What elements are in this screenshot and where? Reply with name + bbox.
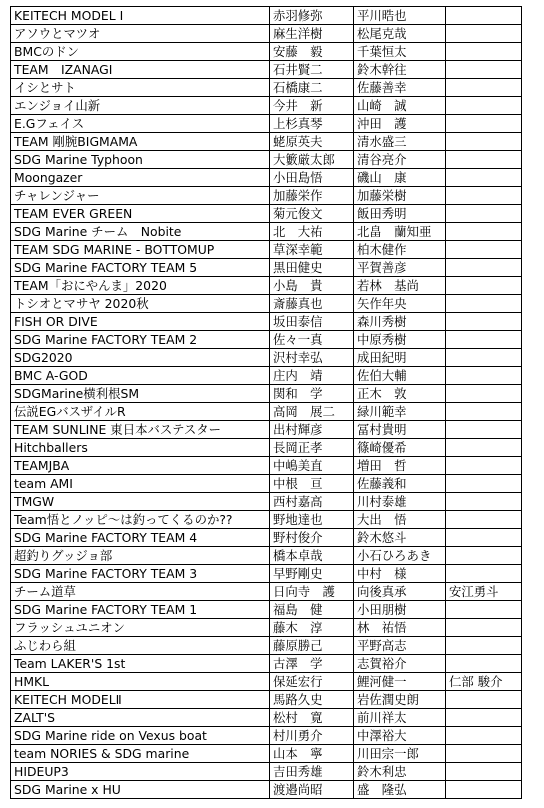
angler-3-cell	[446, 493, 522, 511]
table-row	[11, 7, 522, 25]
table-row	[11, 349, 522, 367]
angler-3-cell	[446, 133, 522, 151]
team-name-cell: Team LAKER'S 1st	[11, 655, 270, 673]
angler-1-cell: 佐々一真	[270, 331, 354, 349]
angler-2-cell: 中原秀樹	[354, 331, 446, 349]
angler-3-cell	[446, 763, 522, 781]
team-name-cell: TEAM「おにやんま」2020	[11, 277, 270, 295]
angler-2-cell: 清谷亮介	[354, 151, 446, 169]
angler-2-cell: 千葉恒太	[354, 43, 446, 61]
angler-1-cell: 高岡 展二	[270, 403, 354, 421]
angler-2-cell: 加藤栄樹	[354, 187, 446, 205]
team-name-cell: ふじわら組	[11, 637, 270, 655]
angler-3-cell	[446, 619, 522, 637]
angler-3-cell	[446, 403, 522, 421]
table-row	[11, 97, 522, 115]
table-row	[11, 25, 522, 43]
angler-2-cell: 川田宗一郎	[354, 745, 446, 763]
table-row	[11, 151, 522, 169]
angler-3-cell	[446, 457, 522, 475]
table-row	[11, 331, 522, 349]
table-row	[11, 763, 522, 781]
angler-1-cell: 中根 亘	[270, 475, 354, 493]
angler-2-cell: 佐藤善幸	[354, 79, 446, 97]
angler-2-cell: 佐伯大輔	[354, 367, 446, 385]
team-name-cell: SDG Marine FACTORY TEAM 4	[11, 529, 270, 547]
angler-3-cell	[446, 691, 522, 709]
table-row	[11, 655, 522, 673]
angler-2-cell: 平賀善彦	[354, 259, 446, 277]
angler-1-cell: 古澤 学	[270, 655, 354, 673]
team-name-cell: Moongazer	[11, 169, 270, 187]
angler-2-cell: 志賀裕介	[354, 655, 446, 673]
angler-3-cell	[446, 331, 522, 349]
roster-table	[10, 6, 522, 799]
angler-1-cell: 小田島悟	[270, 169, 354, 187]
table-row	[11, 241, 522, 259]
angler-3-cell	[446, 43, 522, 61]
angler-2-cell: 冨村貴明	[354, 421, 446, 439]
angler-3-cell	[446, 277, 522, 295]
table-row	[11, 61, 522, 79]
team-name-cell: SDG Marine FACTORY TEAM 3	[11, 565, 270, 583]
angler-3-cell	[446, 727, 522, 745]
angler-1-cell: 庄内 靖	[270, 367, 354, 385]
angler-1-cell: 草深幸範	[270, 241, 354, 259]
team-name-cell: イシとサト	[11, 79, 270, 97]
angler-2-cell: 中澤裕大	[354, 727, 446, 745]
angler-3-cell	[446, 565, 522, 583]
angler-1-cell: 村川勇介	[270, 727, 354, 745]
angler-2-cell: 北畠 蘭知亜	[354, 223, 446, 241]
angler-3-cell	[446, 349, 522, 367]
table-row	[11, 403, 522, 421]
angler-2-cell: 佐藤義和	[354, 475, 446, 493]
team-name-cell: ZALT'S	[11, 709, 270, 727]
angler-2-cell: 成田紀明	[354, 349, 446, 367]
team-name-cell: TMGW	[11, 493, 270, 511]
team-name-cell: アソウとマツオ	[11, 25, 270, 43]
team-name-cell: SDG Marine x HU	[11, 781, 270, 799]
angler-2-cell: 山崎 誠	[354, 97, 446, 115]
team-name-cell: team AMI	[11, 475, 270, 493]
angler-1-cell: 北 大祐	[270, 223, 354, 241]
angler-1-cell: 加藤栄作	[270, 187, 354, 205]
table-row	[11, 313, 522, 331]
angler-1-cell: 福島 健	[270, 601, 354, 619]
table-row	[11, 277, 522, 295]
angler-2-cell: 清水盛三	[354, 133, 446, 151]
angler-1-cell: 橋本卓哉	[270, 547, 354, 565]
team-name-cell: HIDEUP3	[11, 763, 270, 781]
angler-1-cell: 吉田秀雄	[270, 763, 354, 781]
angler-3-cell	[446, 385, 522, 403]
angler-2-cell: 正木 敦	[354, 385, 446, 403]
angler-3-cell	[446, 61, 522, 79]
team-name-cell: TEAM SDG MARINE - BOTTOMUP	[11, 241, 270, 259]
angler-1-cell: 長岡正孝	[270, 439, 354, 457]
angler-2-cell: 鈴木幹往	[354, 61, 446, 79]
table-row	[11, 565, 522, 583]
angler-3-cell	[446, 169, 522, 187]
table-row	[11, 745, 522, 763]
angler-1-cell: 渡邉尚昭	[270, 781, 354, 799]
angler-1-cell: 関和 学	[270, 385, 354, 403]
angler-3-cell	[446, 187, 522, 205]
angler-2-cell: 柏木健作	[354, 241, 446, 259]
table-row	[11, 421, 522, 439]
angler-1-cell: 山本 寧	[270, 745, 354, 763]
angler-2-cell: 沖田 護	[354, 115, 446, 133]
table-row	[11, 475, 522, 493]
team-name-cell: SDG Marine FACTORY TEAM 5	[11, 259, 270, 277]
angler-3-cell	[446, 97, 522, 115]
angler-3-cell	[446, 25, 522, 43]
angler-2-cell: 鈴木悠斗	[354, 529, 446, 547]
team-name-cell: フラッシュユニオン	[11, 619, 270, 637]
angler-1-cell: 松村 寛	[270, 709, 354, 727]
table-row	[11, 619, 522, 637]
angler-1-cell: 早野剛史	[270, 565, 354, 583]
angler-1-cell: 蛯原英夫	[270, 133, 354, 151]
angler-3-cell	[446, 205, 522, 223]
table-row	[11, 133, 522, 151]
angler-3-cell	[446, 655, 522, 673]
team-name-cell: SDG2020	[11, 349, 270, 367]
angler-1-cell: 大籔厳太郎	[270, 151, 354, 169]
team-name-cell: FISH OR DIVE	[11, 313, 270, 331]
angler-3-cell	[446, 781, 522, 799]
angler-1-cell: 野地達也	[270, 511, 354, 529]
angler-1-cell: 麻生洋樹	[270, 25, 354, 43]
angler-2-cell: 川村泰雄	[354, 493, 446, 511]
angler-3-cell	[446, 547, 522, 565]
table-row	[11, 43, 522, 61]
table-row	[11, 295, 522, 313]
table-row	[11, 547, 522, 565]
angler-2-cell: 前川祥太	[354, 709, 446, 727]
angler-2-cell: 向後真承	[354, 583, 446, 601]
angler-1-cell: 野村俊介	[270, 529, 354, 547]
table-row	[11, 223, 522, 241]
angler-2-cell: 平野高志	[354, 637, 446, 655]
table-row	[11, 493, 522, 511]
angler-1-cell: 保延宏行	[270, 673, 354, 691]
angler-3-cell	[446, 529, 522, 547]
table-row	[11, 583, 522, 601]
team-name-cell: SDGMarine横利根SM	[11, 385, 270, 403]
table-row	[11, 439, 522, 457]
angler-2-cell: 小石ひろあき	[354, 547, 446, 565]
team-name-cell: SDG Marine FACTORY TEAM 1	[11, 601, 270, 619]
angler-2-cell: 飯田秀明	[354, 205, 446, 223]
angler-3-cell	[446, 313, 522, 331]
angler-3-cell	[446, 511, 522, 529]
angler-1-cell: 石橋康二	[270, 79, 354, 97]
angler-1-cell: 馬路久史	[270, 691, 354, 709]
angler-1-cell: 安藤 毅	[270, 43, 354, 61]
angler-1-cell: 斎藤真也	[270, 295, 354, 313]
angler-2-cell: 盛 隆弘	[354, 781, 446, 799]
table-row	[11, 601, 522, 619]
team-name-cell: team NORIES & SDG marine	[11, 745, 270, 763]
team-name-cell: SDG Marine FACTORY TEAM 2	[11, 331, 270, 349]
team-name-cell: HMKL	[11, 673, 270, 691]
angler-2-cell: 小田朋樹	[354, 601, 446, 619]
table-row	[11, 205, 522, 223]
angler-2-cell: 大出 悟	[354, 511, 446, 529]
table-row	[11, 79, 522, 97]
angler-1-cell: 赤羽修弥	[270, 7, 354, 25]
angler-1-cell: 藤木 淳	[270, 619, 354, 637]
team-name-cell: チャレンジャー	[11, 187, 270, 205]
angler-3-cell	[446, 259, 522, 277]
angler-2-cell: 若林 基尚	[354, 277, 446, 295]
angler-2-cell: 平川晧也	[354, 7, 446, 25]
angler-2-cell: 松尾克哉	[354, 25, 446, 43]
angler-2-cell: 増田 哲	[354, 457, 446, 475]
angler-2-cell: 鯉河健一	[354, 673, 446, 691]
angler-1-cell: 菊元俊文	[270, 205, 354, 223]
angler-1-cell: 石井賢二	[270, 61, 354, 79]
angler-1-cell: 西村嘉高	[270, 493, 354, 511]
table-row	[11, 529, 522, 547]
angler-2-cell: 岩佐潤史朗	[354, 691, 446, 709]
team-name-cell: BMCのドン	[11, 43, 270, 61]
angler-3-cell	[446, 241, 522, 259]
team-name-cell: TEAM 剛腕BIGMAMA	[11, 133, 270, 151]
roster-body	[11, 7, 522, 799]
angler-1-cell: 出村輝彦	[270, 421, 354, 439]
angler-3-cell	[446, 439, 522, 457]
angler-3-cell	[446, 637, 522, 655]
table-row	[11, 727, 522, 745]
team-name-cell: TEAMJBA	[11, 457, 270, 475]
table-row	[11, 637, 522, 655]
team-name-cell: トシオとマサヤ 2020秋	[11, 295, 270, 313]
table-row	[11, 511, 522, 529]
angler-2-cell: 篠崎優希	[354, 439, 446, 457]
angler-3-cell: 安江勇斗	[446, 583, 522, 601]
table-row	[11, 259, 522, 277]
angler-3-cell	[446, 475, 522, 493]
team-name-cell: 超釣りグッジョ部	[11, 547, 270, 565]
angler-1-cell: 上杉真琴	[270, 115, 354, 133]
team-name-cell: SDG Marine Typhoon	[11, 151, 270, 169]
angler-3-cell	[446, 151, 522, 169]
angler-2-cell: 矢作年央	[354, 295, 446, 313]
table-row	[11, 115, 522, 133]
team-name-cell: KEITECH MODELⅡ	[11, 691, 270, 709]
team-name-cell: Hitchballers	[11, 439, 270, 457]
team-name-cell: KEITECH MODEL Ⅰ	[11, 7, 270, 25]
angler-2-cell: 森川秀樹	[354, 313, 446, 331]
team-name-cell: Team悟とノッピ～は釣ってくるのか??	[11, 511, 270, 529]
table-row	[11, 385, 522, 403]
angler-3-cell	[446, 223, 522, 241]
angler-2-cell: 鈴木利忠	[354, 763, 446, 781]
table-row	[11, 187, 522, 205]
angler-1-cell: 藤原勝己	[270, 637, 354, 655]
table-row	[11, 457, 522, 475]
angler-2-cell: 磯山 康	[354, 169, 446, 187]
angler-3-cell	[446, 115, 522, 133]
angler-1-cell: 中嶋美直	[270, 457, 354, 475]
team-name-cell: SDG Marine ride on Vexus boat	[11, 727, 270, 745]
team-name-cell: 伝説EGバスザイルR	[11, 403, 270, 421]
angler-3-cell	[446, 367, 522, 385]
team-name-cell: SDG Marine チーム Nobite	[11, 223, 270, 241]
angler-3-cell	[446, 745, 522, 763]
angler-3-cell	[446, 7, 522, 25]
team-name-cell: チーム道草	[11, 583, 270, 601]
angler-1-cell: 小島 貴	[270, 277, 354, 295]
angler-3-cell	[446, 601, 522, 619]
angler-3-cell	[446, 709, 522, 727]
angler-3-cell	[446, 295, 522, 313]
team-name-cell: E.Gフェイス	[11, 115, 270, 133]
table-row	[11, 673, 522, 691]
team-name-cell: TEAM IZANAGI	[11, 61, 270, 79]
table-row	[11, 709, 522, 727]
angler-2-cell: 林 祐悟	[354, 619, 446, 637]
angler-2-cell: 中村 様	[354, 565, 446, 583]
table-row	[11, 367, 522, 385]
angler-1-cell: 沢村幸弘	[270, 349, 354, 367]
angler-1-cell: 坂田泰信	[270, 313, 354, 331]
team-name-cell: エンジョイ山新	[11, 97, 270, 115]
table-row	[11, 781, 522, 799]
team-name-cell: BMC A-GOD	[11, 367, 270, 385]
angler-2-cell: 緑川範幸	[354, 403, 446, 421]
angler-1-cell: 日向寺 護	[270, 583, 354, 601]
angler-3-cell: 仁部 駿介	[446, 673, 522, 691]
angler-1-cell: 今井 新	[270, 97, 354, 115]
team-name-cell: TEAM SUNLINE 東日本バステスター	[11, 421, 270, 439]
table-row	[11, 691, 522, 709]
table-row	[11, 169, 522, 187]
angler-3-cell	[446, 421, 522, 439]
angler-3-cell	[446, 79, 522, 97]
angler-1-cell: 黒田健史	[270, 259, 354, 277]
team-name-cell: TEAM EVER GREEN	[11, 205, 270, 223]
